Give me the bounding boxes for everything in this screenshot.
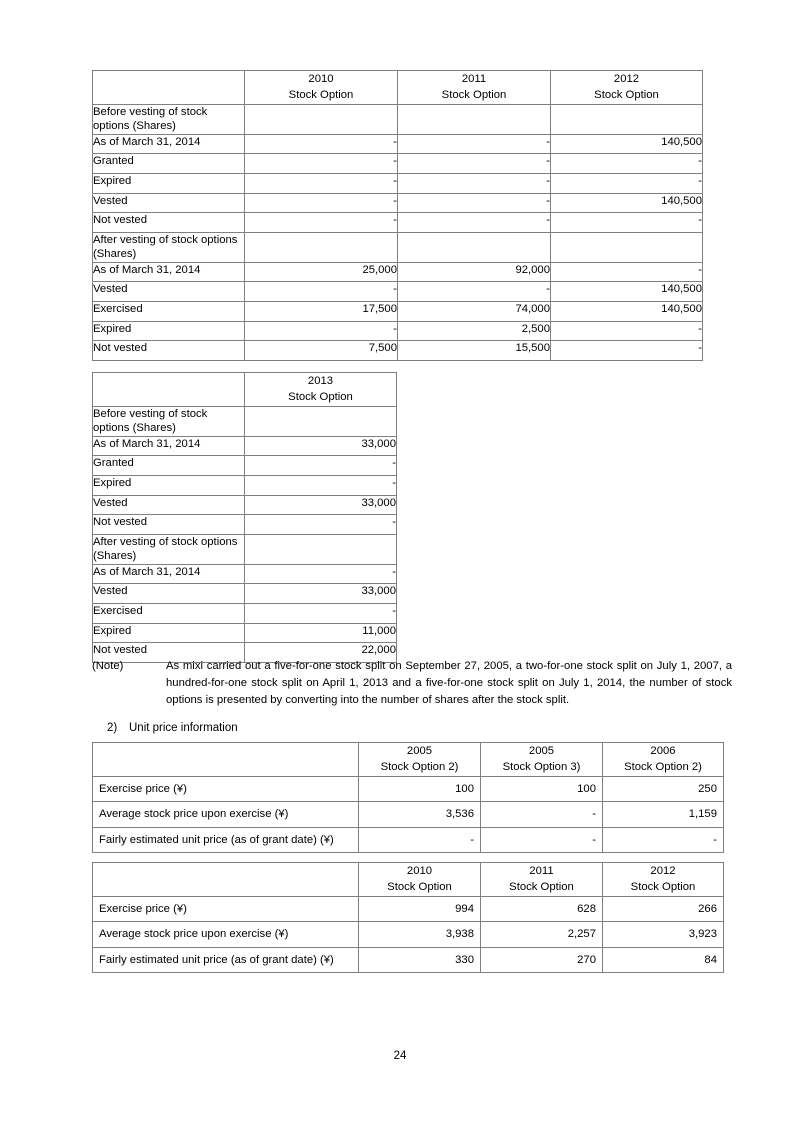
table-1-body <box>93 71 703 361</box>
row-value: 100 <box>481 776 603 801</box>
table_shares_2-header-row <box>93 373 397 407</box>
row-value: 266 <box>603 896 724 921</box>
row-value: - <box>603 827 724 852</box>
row-value: 330 <box>359 947 481 972</box>
row-label: Granted <box>93 154 245 174</box>
row-value <box>245 534 397 564</box>
row-value: 100 <box>359 776 481 801</box>
table-row <box>93 213 703 233</box>
page-number: 24 <box>393 1050 407 1062</box>
row-label: After vesting of stock options (Shares) <box>93 534 245 564</box>
table-row <box>93 282 703 302</box>
table-row <box>93 534 397 564</box>
row-value: 25,000 <box>245 262 398 282</box>
column-header-name: Stock Option <box>387 881 452 894</box>
row-label: Before vesting of stock options (Shares) <box>93 406 245 436</box>
table_shares_1-column-header <box>398 71 551 105</box>
table_shares_1-header-row <box>93 71 703 105</box>
table-4-body <box>93 863 724 973</box>
row-value: - <box>481 802 603 827</box>
row-value: 3,923 <box>603 922 724 947</box>
row-value: - <box>245 475 397 495</box>
table-row <box>93 154 703 174</box>
table_unit_price_2-header-corner <box>93 863 359 897</box>
section-heading-title: Unit price information <box>129 722 238 734</box>
row-label: Not vested <box>93 515 245 535</box>
row-value: 92,000 <box>398 262 551 282</box>
row-label: Expired <box>93 623 245 643</box>
row-label: Average stock price upon exercise (¥) <box>93 802 359 827</box>
row-value: - <box>398 282 551 302</box>
row-value: - <box>245 321 398 341</box>
column-header-year: 2005 <box>528 745 555 757</box>
row-value: - <box>551 262 703 282</box>
row-value: 250 <box>603 776 724 801</box>
table_unit_price_1-column-header <box>481 743 603 777</box>
row-value: - <box>245 173 398 193</box>
table_unit_price_1-column-header <box>359 743 481 777</box>
row-label: Exercised <box>93 301 245 321</box>
row-value: 17,500 <box>245 301 398 321</box>
note-block <box>92 658 732 709</box>
row-value <box>398 232 551 262</box>
row-value: 1,159 <box>603 802 724 827</box>
table-row <box>93 896 724 921</box>
table_unit_price_2-column-header <box>481 863 603 897</box>
row-label: Not vested <box>93 341 245 361</box>
table_unit_price_2-column-header <box>359 863 481 897</box>
row-value <box>245 406 397 436</box>
column-header-year: 2012 <box>650 865 676 877</box>
row-value: - <box>245 193 398 213</box>
row-value <box>245 232 398 262</box>
table_shares_1-column-header <box>245 71 398 105</box>
row-value: 74,000 <box>398 301 551 321</box>
row-value: - <box>551 213 703 233</box>
table-row <box>93 341 703 361</box>
row-value: - <box>398 154 551 174</box>
column-header-name: Stock Option 3) <box>502 761 581 774</box>
row-value: 140,500 <box>551 282 703 302</box>
row-value: 3,938 <box>359 922 481 947</box>
row-label: Before vesting of stock options (Shares) <box>93 104 245 134</box>
row-label: As of March 31, 2014 <box>93 436 245 456</box>
row-label: Granted <box>93 456 245 476</box>
row-value: - <box>398 193 551 213</box>
stock-option-shares-table-1 <box>92 70 703 361</box>
note-tag: (Note) <box>92 660 124 672</box>
row-value: 33,000 <box>245 584 397 604</box>
row-value: 22,000 <box>245 643 397 663</box>
row-label: Vested <box>93 193 245 213</box>
row-value: - <box>398 134 551 154</box>
table-row <box>93 623 397 643</box>
column-header-name: Stock Option 2) <box>624 761 702 774</box>
row-value: 2,500 <box>398 321 551 341</box>
table_shares_1-column-header <box>551 71 703 105</box>
table-3-body <box>93 743 724 853</box>
table-row <box>93 827 724 852</box>
column-header-year: 2011 <box>529 865 554 877</box>
column-header-year: 2010 <box>308 73 334 85</box>
row-label: Vested <box>93 282 245 302</box>
stock-option-shares-table-2 <box>92 372 397 663</box>
table-row <box>93 262 703 282</box>
row-value: 140,500 <box>551 193 703 213</box>
row-label: As of March 31, 2014 <box>93 564 245 584</box>
row-value: 994 <box>359 896 481 921</box>
column-header-name: Stock Option <box>288 89 354 102</box>
row-label: After vesting of stock options (Shares) <box>93 232 245 262</box>
table_unit_price_2-column-header <box>603 863 724 897</box>
row-value: 140,500 <box>551 301 703 321</box>
row-value: 3,536 <box>359 802 481 827</box>
row-value: - <box>398 173 551 193</box>
row-value <box>551 104 703 134</box>
row-value: - <box>551 173 703 193</box>
column-header-year: 2013 <box>307 375 334 387</box>
unit-price-table-1 <box>92 742 724 853</box>
row-value: - <box>245 603 397 623</box>
column-header-year: 2005 <box>406 745 433 757</box>
row-label: Not vested <box>93 213 245 233</box>
table-row <box>93 564 397 584</box>
table-row <box>93 515 397 535</box>
row-label: Exercise price (¥) <box>93 776 359 801</box>
table-row <box>93 232 703 262</box>
row-value: - <box>245 282 398 302</box>
row-label: As of March 31, 2014 <box>93 262 245 282</box>
row-value: 84 <box>603 947 724 972</box>
note-text: As mixi carried out a five-for-one stock split on September 27, 2005, a two-for-one stock split on July 1, 2007, a hundred-for-one stock split on April 1, 2013 and a five-for-one stock split on July 1, 2014, the number of stock options is presented by converting into the number of shares after the stock split. <box>166 660 732 707</box>
row-value: - <box>245 213 398 233</box>
unit-price-table-2 <box>92 862 724 973</box>
column-header-year: 2012 <box>613 73 640 85</box>
row-label: Exercise price (¥) <box>93 896 359 921</box>
row-value: 270 <box>481 947 603 972</box>
row-value: - <box>245 456 397 476</box>
table-row <box>93 104 703 134</box>
column-header-year: 2011 <box>461 73 487 85</box>
row-value: 33,000 <box>245 495 397 515</box>
table-row <box>93 922 724 947</box>
row-label: Average stock price upon exercise (¥) <box>93 922 359 947</box>
row-value <box>245 104 398 134</box>
row-value: 628 <box>481 896 603 921</box>
row-value: 2,257 <box>481 922 603 947</box>
row-value: - <box>245 515 397 535</box>
row-value: 11,000 <box>245 623 397 643</box>
row-value: - <box>245 564 397 584</box>
column-header-name: Stock Option <box>509 881 574 894</box>
table_shares_1-header-corner <box>93 71 245 105</box>
row-value: 15,500 <box>398 341 551 361</box>
row-value: - <box>481 827 603 852</box>
section-heading-unit-price <box>107 722 238 734</box>
row-value: 140,500 <box>551 134 703 154</box>
row-label: Fairly estimated unit price (as of grant date) (¥) <box>93 827 359 852</box>
table-row <box>93 173 703 193</box>
table-row <box>93 603 397 623</box>
table_shares_2-column-header <box>245 373 397 407</box>
row-label: Exercised <box>93 603 245 623</box>
table-row <box>93 495 397 515</box>
table-row <box>93 321 703 341</box>
row-label: As of March 31, 2014 <box>93 134 245 154</box>
table-row <box>93 436 397 456</box>
table-2-body <box>93 373 397 663</box>
row-label: Expired <box>93 475 245 495</box>
table-row <box>93 134 703 154</box>
row-value: - <box>245 134 398 154</box>
column-header-name: Stock Option <box>594 89 659 102</box>
row-value: - <box>245 154 398 174</box>
table-row <box>93 584 397 604</box>
row-value: - <box>551 154 703 174</box>
table_unit_price_2-header-row <box>93 863 724 897</box>
section-heading-number: 2) <box>107 722 118 734</box>
column-header-year: 2006 <box>650 745 676 757</box>
column-header-name: Stock Option <box>288 391 353 404</box>
table_unit_price_1-header-row <box>93 743 724 777</box>
row-label: Not vested <box>93 643 245 663</box>
table-row <box>93 193 703 213</box>
table_unit_price_1-column-header <box>603 743 724 777</box>
row-label: Fairly estimated unit price (as of grant date) (¥) <box>93 947 359 972</box>
column-header-name: Stock Option <box>441 89 507 102</box>
row-label: Vested <box>93 584 245 604</box>
table_unit_price_1-header-corner <box>93 743 359 777</box>
table-row <box>93 406 397 436</box>
row-value: 33,000 <box>245 436 397 456</box>
row-label: Expired <box>93 321 245 341</box>
column-header-year: 2010 <box>406 865 433 877</box>
table_shares_2-header-corner <box>93 373 245 407</box>
table-row <box>93 802 724 827</box>
row-label: Vested <box>93 495 245 515</box>
table-row <box>93 301 703 321</box>
table-row <box>93 947 724 972</box>
column-header-name: Stock Option <box>630 881 696 894</box>
row-value <box>398 104 551 134</box>
row-value: - <box>551 341 703 361</box>
row-value <box>551 232 703 262</box>
table-row <box>93 456 397 476</box>
row-value: 7,500 <box>245 341 398 361</box>
row-value: - <box>551 321 703 341</box>
row-value: - <box>359 827 481 852</box>
table-row <box>93 475 397 495</box>
row-label: Expired <box>93 173 245 193</box>
table-row <box>93 776 724 801</box>
row-value: - <box>398 213 551 233</box>
column-header-name: Stock Option 2) <box>380 761 459 774</box>
